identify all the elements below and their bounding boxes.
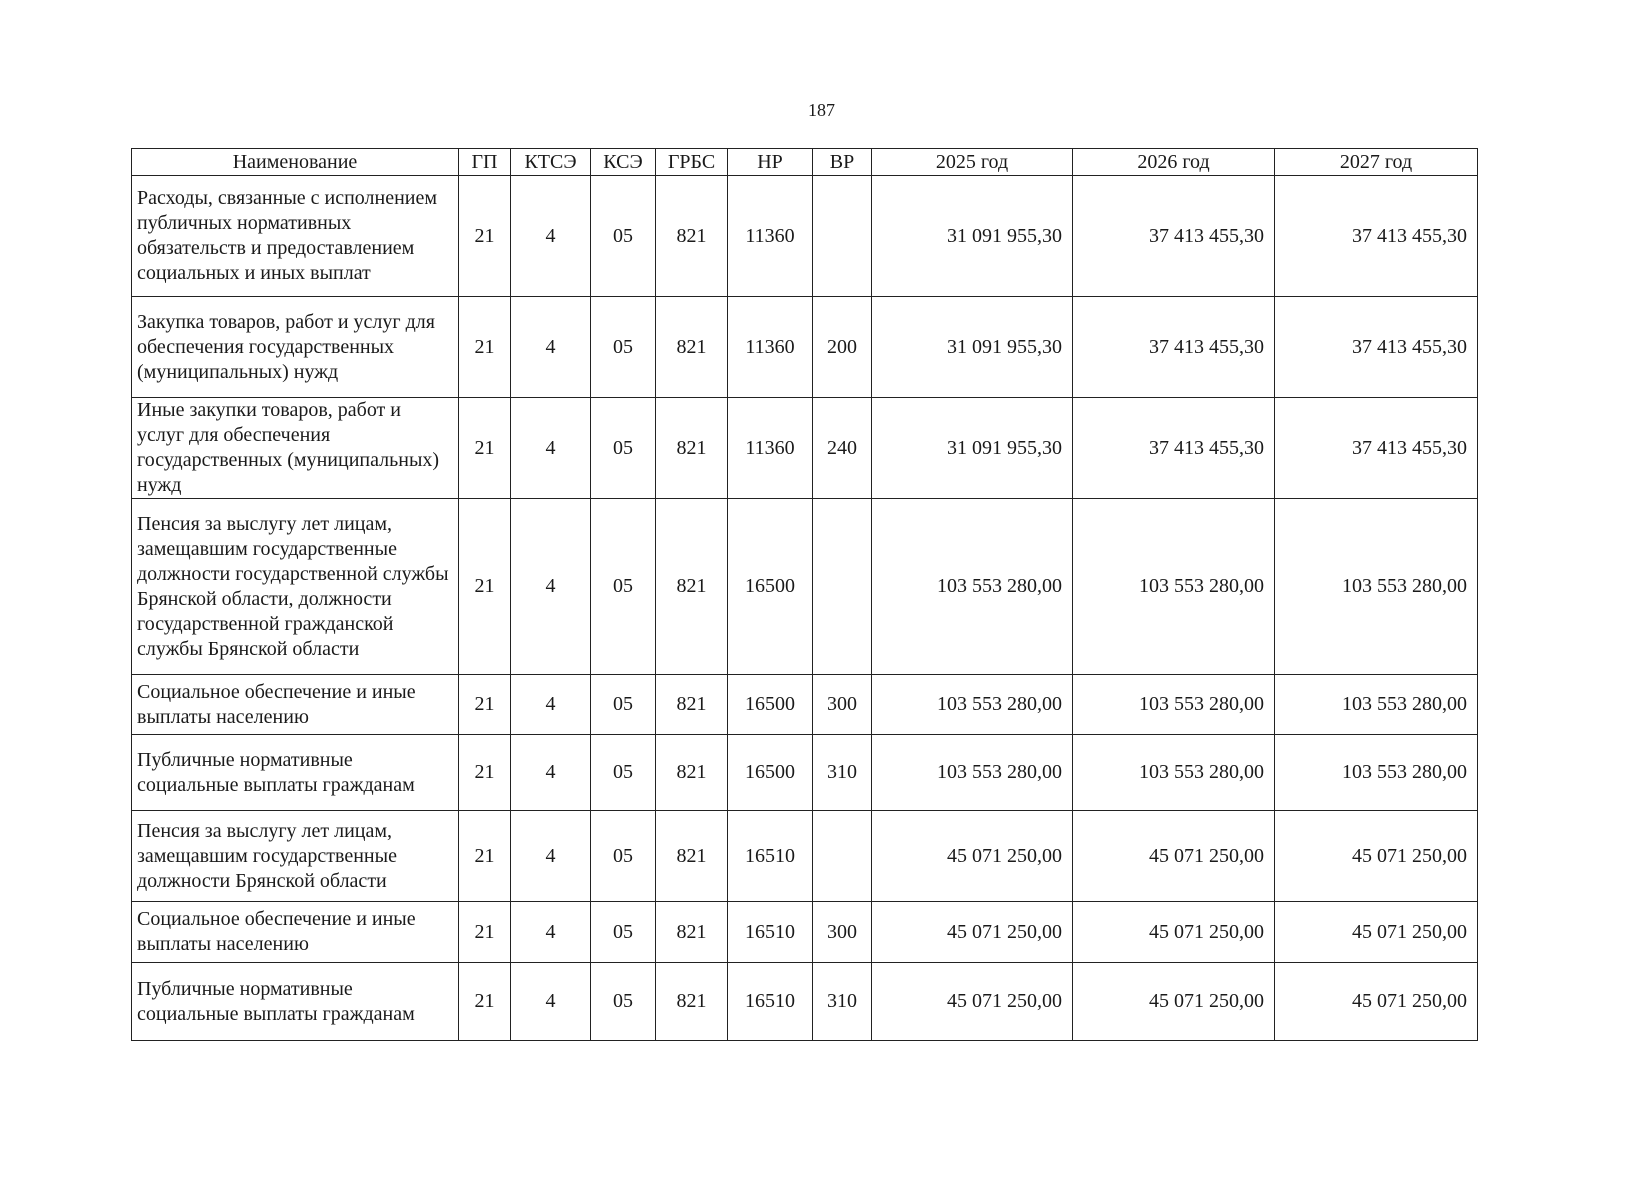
table-row bbox=[132, 902, 1478, 963]
nr-cell: 16500 bbox=[728, 499, 813, 675]
vr-cell: 310 bbox=[813, 963, 872, 1041]
row-name-cell: Социальное обеспечение и иные выплаты населению bbox=[132, 902, 459, 963]
ktse-cell: 4 bbox=[511, 675, 591, 735]
budget-table bbox=[131, 148, 1478, 1041]
amount-2027-cell: 45 071 250,00 bbox=[1275, 902, 1478, 963]
nr-cell: 16510 bbox=[728, 902, 813, 963]
amount-2027-cell: 37 413 455,30 bbox=[1275, 176, 1478, 297]
grbs-cell: 821 bbox=[656, 398, 728, 499]
row-name-cell: Публичные нормативные социальные выплаты гражданам bbox=[132, 963, 459, 1041]
kse-cell: 05 bbox=[591, 963, 656, 1041]
nr-cell: 11360 bbox=[728, 297, 813, 398]
amount-2027-cell: 37 413 455,30 bbox=[1275, 398, 1478, 499]
ktse-cell: 4 bbox=[511, 811, 591, 902]
table-row bbox=[132, 811, 1478, 902]
gp-cell: 21 bbox=[459, 297, 511, 398]
kse-cell: 05 bbox=[591, 499, 656, 675]
column-header-name: Наименование bbox=[132, 149, 459, 176]
vr-cell: 300 bbox=[813, 902, 872, 963]
amount-2025-cell: 31 091 955,30 bbox=[872, 398, 1073, 499]
amount-2027-cell: 37 413 455,30 bbox=[1275, 297, 1478, 398]
table-row bbox=[132, 297, 1478, 398]
amount-2026-cell: 45 071 250,00 bbox=[1073, 811, 1275, 902]
kse-cell: 05 bbox=[591, 176, 656, 297]
amount-2025-cell: 45 071 250,00 bbox=[872, 963, 1073, 1041]
table-row bbox=[132, 735, 1478, 811]
column-header-gp: ГП bbox=[459, 149, 511, 176]
grbs-cell: 821 bbox=[656, 902, 728, 963]
nr-cell: 11360 bbox=[728, 398, 813, 499]
amount-2026-cell: 45 071 250,00 bbox=[1073, 902, 1275, 963]
amount-2025-cell: 103 553 280,00 bbox=[872, 735, 1073, 811]
amount-2026-cell: 103 553 280,00 bbox=[1073, 499, 1275, 675]
gp-cell: 21 bbox=[459, 902, 511, 963]
column-header-grbs: ГРБС bbox=[656, 149, 728, 176]
nr-cell: 16510 bbox=[728, 963, 813, 1041]
column-header-2026: 2026 год bbox=[1073, 149, 1275, 176]
row-name-cell: Иные закупки товаров, работ и услуг для обеспечения государственных (муниципальных) нужд bbox=[132, 398, 459, 499]
amount-2025-cell: 45 071 250,00 bbox=[872, 811, 1073, 902]
vr-cell bbox=[813, 499, 872, 675]
row-name-cell: Закупка товаров, работ и услуг для обеспечения государственных (муниципальных) нужд bbox=[132, 297, 459, 398]
column-header-nr: НР bbox=[728, 149, 813, 176]
grbs-cell: 821 bbox=[656, 811, 728, 902]
column-header-2025: 2025 год bbox=[872, 149, 1073, 176]
grbs-cell: 821 bbox=[656, 963, 728, 1041]
row-name-cell: Социальное обеспечение и иные выплаты населению bbox=[132, 675, 459, 735]
gp-cell: 21 bbox=[459, 499, 511, 675]
table-row bbox=[132, 963, 1478, 1041]
column-header-2027: 2027 год bbox=[1275, 149, 1478, 176]
amount-2026-cell: 37 413 455,30 bbox=[1073, 176, 1275, 297]
row-name-cell: Публичные нормативные социальные выплаты гражданам bbox=[132, 735, 459, 811]
gp-cell: 21 bbox=[459, 963, 511, 1041]
amount-2025-cell: 31 091 955,30 bbox=[872, 176, 1073, 297]
table-row bbox=[132, 176, 1478, 297]
amount-2025-cell: 103 553 280,00 bbox=[872, 675, 1073, 735]
row-name-cell: Пенсия за выслугу лет лицам, замещавшим государственные должности Брянской области bbox=[132, 811, 459, 902]
table-row bbox=[132, 499, 1478, 675]
amount-2027-cell: 45 071 250,00 bbox=[1275, 811, 1478, 902]
amount-2027-cell: 103 553 280,00 bbox=[1275, 675, 1478, 735]
vr-cell: 240 bbox=[813, 398, 872, 499]
gp-cell: 21 bbox=[459, 735, 511, 811]
amount-2027-cell: 103 553 280,00 bbox=[1275, 499, 1478, 675]
column-header-kse: КСЭ bbox=[591, 149, 656, 176]
row-name-cell: Расходы, связанные с исполнением публичных нормативных обязательств и предоставлением социальных и иных выплат bbox=[132, 176, 459, 297]
kse-cell: 05 bbox=[591, 735, 656, 811]
amount-2026-cell: 37 413 455,30 bbox=[1073, 297, 1275, 398]
gp-cell: 21 bbox=[459, 176, 511, 297]
amount-2026-cell: 103 553 280,00 bbox=[1073, 675, 1275, 735]
page-number: 187 bbox=[808, 100, 835, 120]
kse-cell: 05 bbox=[591, 902, 656, 963]
row-name-cell: Пенсия за выслугу лет лицам, замещавшим государственные должности государственной службы Брянской области, должности государственной гражданской службы Брянской области bbox=[132, 499, 459, 675]
header-row bbox=[132, 149, 1478, 176]
amount-2025-cell: 103 553 280,00 bbox=[872, 499, 1073, 675]
gp-cell: 21 bbox=[459, 811, 511, 902]
table-row bbox=[132, 398, 1478, 499]
ktse-cell: 4 bbox=[511, 902, 591, 963]
amount-2026-cell: 103 553 280,00 bbox=[1073, 735, 1275, 811]
vr-cell: 300 bbox=[813, 675, 872, 735]
ktse-cell: 4 bbox=[511, 398, 591, 499]
amount-2027-cell: 45 071 250,00 bbox=[1275, 963, 1478, 1041]
grbs-cell: 821 bbox=[656, 735, 728, 811]
grbs-cell: 821 bbox=[656, 176, 728, 297]
ktse-cell: 4 bbox=[511, 735, 591, 811]
nr-cell: 16500 bbox=[728, 675, 813, 735]
column-header-ktse: КТСЭ bbox=[511, 149, 591, 176]
ktse-cell: 4 bbox=[511, 176, 591, 297]
ktse-cell: 4 bbox=[511, 963, 591, 1041]
nr-cell: 16500 bbox=[728, 735, 813, 811]
grbs-cell: 821 bbox=[656, 297, 728, 398]
vr-cell bbox=[813, 176, 872, 297]
kse-cell: 05 bbox=[591, 811, 656, 902]
vr-cell: 200 bbox=[813, 297, 872, 398]
amount-2025-cell: 45 071 250,00 bbox=[872, 902, 1073, 963]
grbs-cell: 821 bbox=[656, 675, 728, 735]
amount-2026-cell: 37 413 455,30 bbox=[1073, 398, 1275, 499]
vr-cell: 310 bbox=[813, 735, 872, 811]
kse-cell: 05 bbox=[591, 297, 656, 398]
table-row bbox=[132, 675, 1478, 735]
vr-cell bbox=[813, 811, 872, 902]
kse-cell: 05 bbox=[591, 398, 656, 499]
amount-2026-cell: 45 071 250,00 bbox=[1073, 963, 1275, 1041]
kse-cell: 05 bbox=[591, 675, 656, 735]
gp-cell: 21 bbox=[459, 398, 511, 499]
column-header-vr: ВР bbox=[813, 149, 872, 176]
ktse-cell: 4 bbox=[511, 499, 591, 675]
nr-cell: 16510 bbox=[728, 811, 813, 902]
nr-cell: 11360 bbox=[728, 176, 813, 297]
grbs-cell: 821 bbox=[656, 499, 728, 675]
gp-cell: 21 bbox=[459, 675, 511, 735]
amount-2025-cell: 31 091 955,30 bbox=[872, 297, 1073, 398]
ktse-cell: 4 bbox=[511, 297, 591, 398]
amount-2027-cell: 103 553 280,00 bbox=[1275, 735, 1478, 811]
